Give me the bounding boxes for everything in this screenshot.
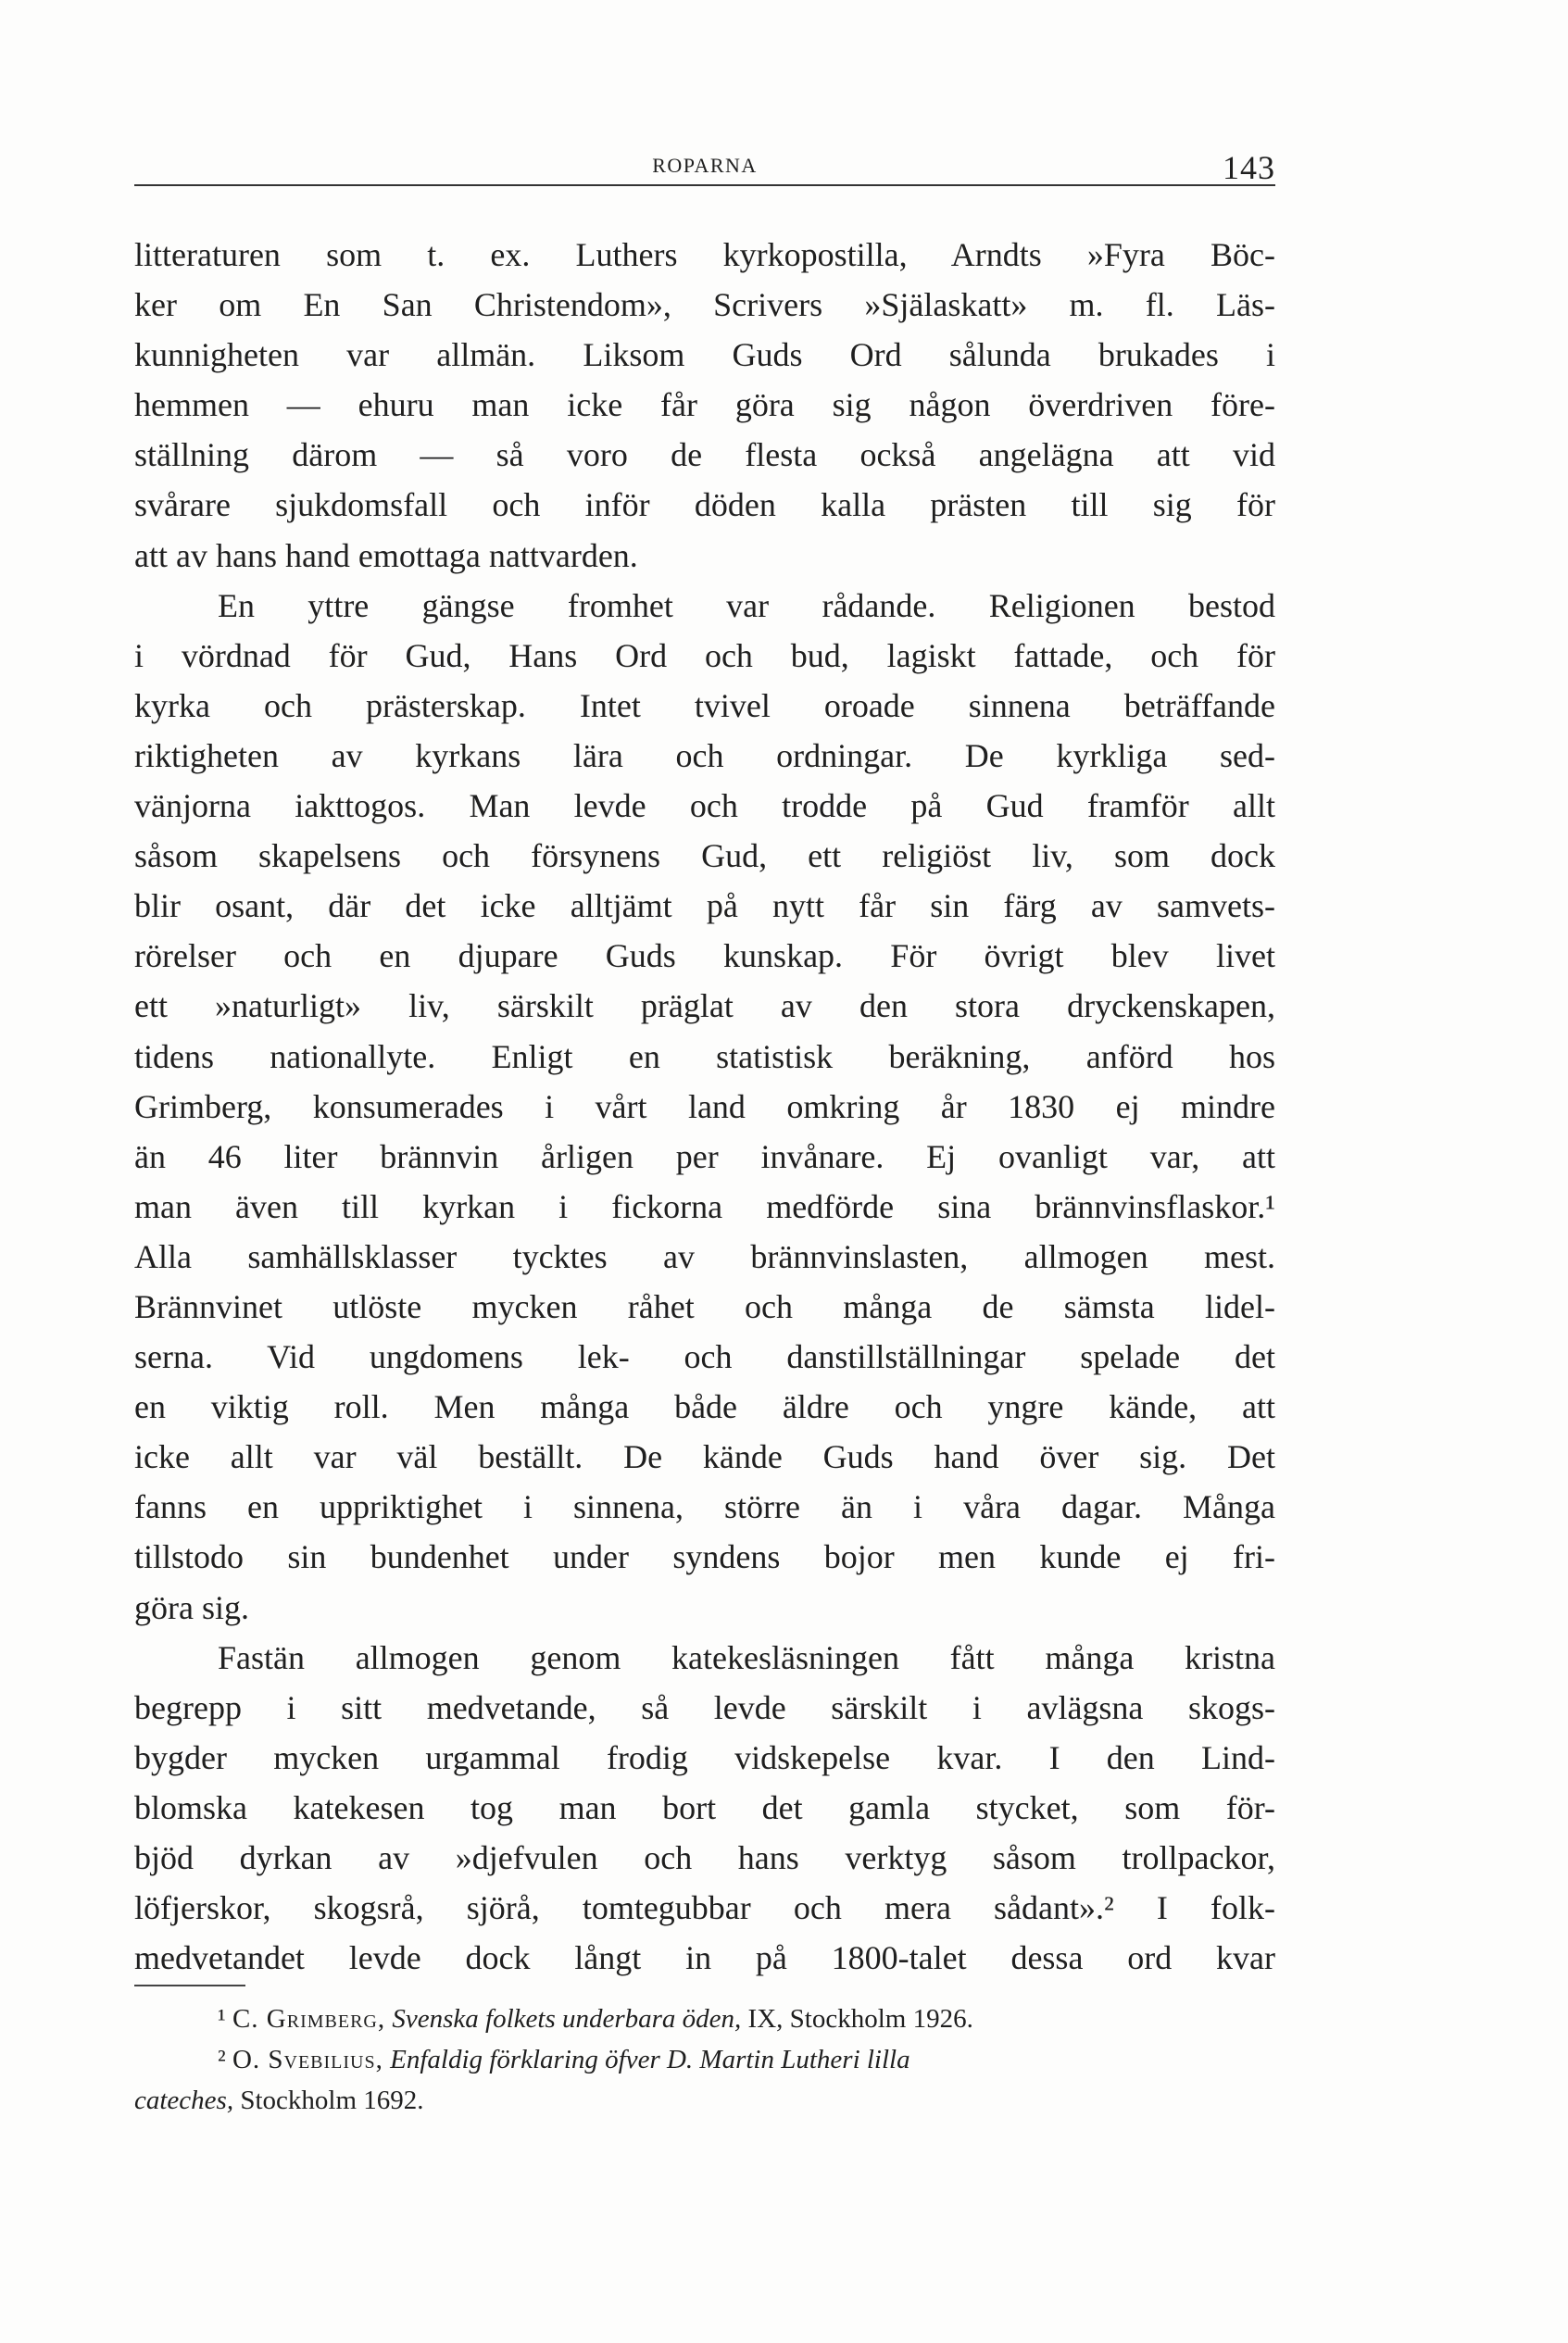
text-line: att av hans hand emottaga nattvarden. — [134, 536, 638, 574]
body-text — [134, 230, 1275, 1983]
footnote-marker: ² — [218, 2045, 226, 2074]
footnote-author: C. Grimberg, — [232, 2004, 386, 2034]
text-line: blir osant, där det icke alltjämt på nytt får sin färg av samvets- — [134, 887, 1275, 925]
text-line: bjöd dyrkan av »djefvulen och hans verktyg såsom trollpackor, — [134, 1839, 1275, 1876]
text-line: Brännvinet utlöste mycken råhet och många de sämsta lidel- — [134, 1287, 1275, 1325]
footnote-rule — [134, 1985, 245, 1986]
text-line: Grimberg, konsumerades i vårt land omkring år 1830 ej mindre — [134, 1087, 1275, 1125]
footnote-source: Stockholm 1692. — [240, 2086, 424, 2115]
footnote-title: cateches, — [134, 2086, 234, 2115]
text-line: icke allt var väl beställt. De kände Guds hand över sig. Det — [134, 1438, 1275, 1476]
paragraph-start-line: En yttre gängse fromhet var rådande. Religionen bestod — [218, 586, 1275, 624]
paragraph-start-line: Fastän allmogen genom katekesläsningen fått många kristna — [218, 1638, 1275, 1676]
page-number: 143 — [1223, 149, 1275, 186]
text-line: rörelser och en djupare Guds kunskap. För övrigt blev livet — [134, 937, 1275, 975]
text-line: ett »naturligt» liv, särskilt präglat av den stora dryckenskapen, — [134, 987, 1275, 1025]
text-line: hemmen — ehuru man icke får göra sig någon överdriven före- — [134, 386, 1275, 424]
running-title: ROPARNA — [652, 154, 758, 177]
text-line: man även till kyrkan i fickorna medförde sina brännvinsflaskor.¹ — [134, 1187, 1275, 1225]
text-line: blomska katekesen tog man bort det gamla stycket, som för- — [134, 1788, 1275, 1826]
footnote-source: IX, Stockholm 1926. — [747, 2004, 973, 2034]
text-line: medvetandet levde dock långt in på 1800-talet dessa ord kvar — [134, 1939, 1275, 1977]
text-line: såsom skapelsens och försynens Gud, ett religiöst liv, som dock — [134, 837, 1275, 875]
footnote-2 — [134, 2039, 1275, 2080]
footnotes — [134, 1998, 1275, 2121]
page-header — [134, 148, 1275, 185]
text-line: Alla samhällsklasser tycktes av brännvinslasten, allmogen mest. — [134, 1237, 1275, 1275]
text-line: kunnigheten var allmän. Liksom Guds Ord sålunda brukades i — [134, 336, 1275, 374]
footnote-title: Enfaldig förklaring öfver D. Martin Lutheri lilla — [390, 2045, 910, 2074]
text-line: riktigheten av kyrkans lära och ordningar. De kyrkliga sed- — [134, 736, 1275, 774]
footnote-2-continued — [134, 2080, 1275, 2121]
text-line: kyrka och prästerskap. Intet tvivel oroade sinnena beträffande — [134, 686, 1275, 724]
text-line: en viktig roll. Men många både äldre och yngre kände, att — [134, 1388, 1275, 1426]
text-line: fanns en uppriktighet i sinnena, större än i våra dagar. Många — [134, 1488, 1275, 1526]
text-line: i vördnad för Gud, Hans Ord och bud, lagiskt fattade, och för — [134, 636, 1275, 674]
text-line: än 46 liter brännvin årligen per invånare. Ej ovanligt var, att — [134, 1137, 1275, 1175]
text-line: ställning därom — så voro de flesta också angelägna att vid — [134, 436, 1275, 474]
text-line: ker om En San Christendom», Scrivers »Själaskatt» m. fl. Läs- — [134, 286, 1275, 324]
text-line: göra sig. — [134, 1588, 249, 1626]
footnote-title: Svenska folkets underbara öden, — [392, 2004, 742, 2034]
text-line: löfjerskor, skogsrå, sjörå, tomtegubbar och mera sådant».² I folk- — [134, 1889, 1275, 1927]
text-line: svårare sjukdomsfall och inför döden kalla prästen till sig för — [134, 486, 1275, 524]
text-line: serna. Vid ungdomens lek- och danstillställningar spelade det — [134, 1338, 1275, 1376]
footnote-marker: ¹ — [218, 2004, 226, 2034]
text-line: tidens nationallyte. Enligt en statistisk beräkning, anförd hos — [134, 1037, 1275, 1075]
text-line: tillstodo sin bundenhet under syndens bojor men kunde ej fri- — [134, 1538, 1275, 1576]
text-line: begrepp i sitt medvetande, så levde särskilt i avlägsna skogs- — [134, 1688, 1275, 1726]
header-rule — [134, 184, 1275, 186]
text-line: bygder mycken urgammal frodig vidskepelse kvar. I den Lind- — [134, 1738, 1275, 1776]
text-line: vänjorna iakttogos. Man levde och trodde på Gud framför allt — [134, 787, 1275, 825]
text-line: litteraturen som t. ex. Luthers kyrkopostilla, Arndts »Fyra Böc- — [134, 236, 1275, 273]
footnote-1 — [134, 1998, 1275, 2039]
footnote-author: O. Svebilius, — [232, 2045, 383, 2074]
